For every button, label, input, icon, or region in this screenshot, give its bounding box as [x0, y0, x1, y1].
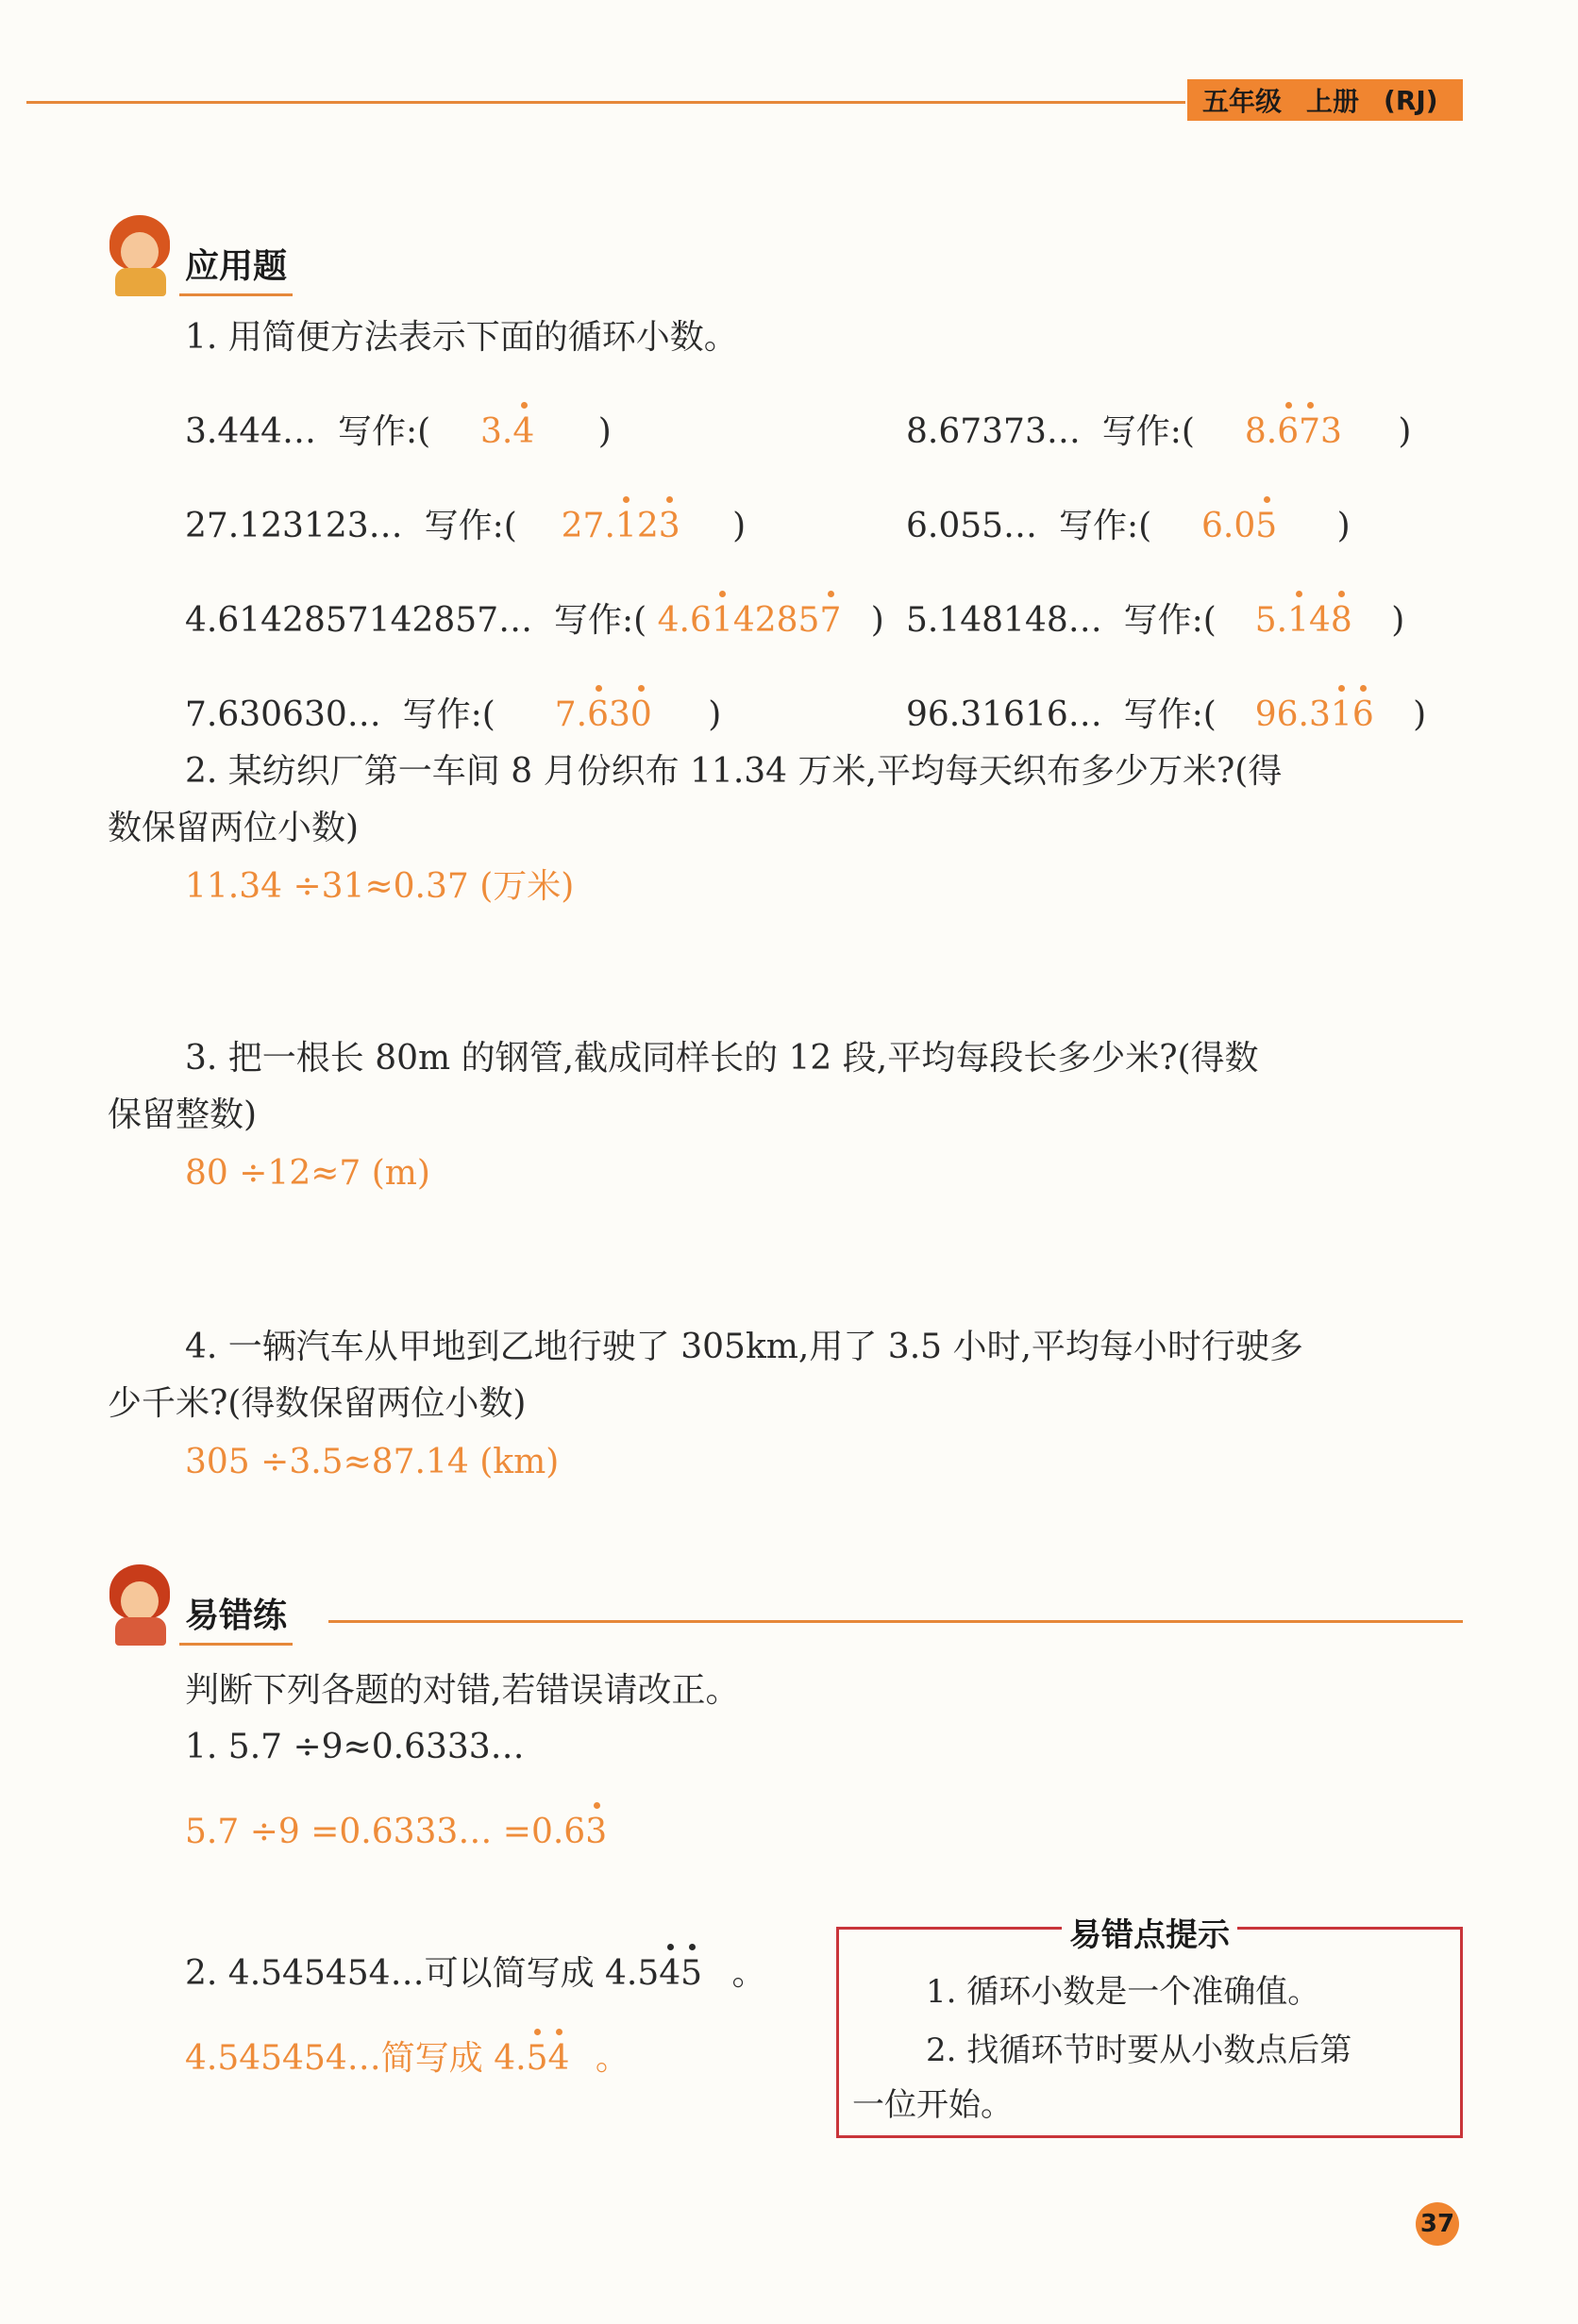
page-number: 37: [1416, 2202, 1459, 2246]
q1-prompt: 1. 用简便方法表示下面的循环小数。: [185, 318, 738, 357]
q3-line1: 3. 把一根长 80m 的钢管,截成同样长的 12 段,平均每段长多少米?(得数: [185, 1039, 1259, 1078]
q1-item: 6.055… 写作:( 6.05 ): [906, 507, 1351, 545]
section-heading-mistakes: [106, 1564, 293, 1646]
q4-line1: 4. 一辆汽车从甲地到乙地行驶了 305km,用了 3.5 小时,平均每小时行驶多: [185, 1328, 1303, 1366]
q3-line2: 保留整数): [108, 1095, 258, 1134]
e2-question: 2. 4.545454…可以简写成 4.545 。: [185, 1954, 766, 1993]
edition-label: (RJ): [1384, 84, 1438, 116]
q1-item: 8.67373… 写作:( 8.673 ): [906, 412, 1412, 451]
e1-question: 1. 5.7 ÷9≈0.6333…: [185, 1728, 525, 1766]
grade-tag: [1187, 79, 1463, 121]
section-title: 易错练: [179, 1589, 293, 1646]
q1-item: 4.6142857142857… 写作:( 4.6142857 ): [185, 601, 884, 640]
q1-item: 3.444… 写作:( 3.4 ): [185, 412, 612, 451]
volume-label: 上册: [1306, 86, 1360, 117]
e1-answer: 5.7 ÷9 =0.6333… =0.63: [185, 1813, 608, 1851]
q1-item: 7.630630… 写作:( 7.630 ): [185, 695, 722, 734]
q1-item: 27.123123… 写作:( 27.123 ): [185, 507, 747, 545]
girl-avatar-icon: [106, 1564, 172, 1646]
q4-answer: 305 ÷3.5≈87.14 (km): [185, 1443, 560, 1481]
e2-answer: 4.545454…简写成 4.54 。: [185, 2039, 630, 2078]
boy-avatar-icon: [106, 215, 172, 296]
section-title: 应用题: [179, 240, 293, 296]
q1-item: 5.148148… 写作:( 5.148 ): [906, 601, 1405, 640]
tip-line: 一位开始。: [852, 2086, 1013, 2124]
tips-box: [836, 1916, 1463, 2138]
header-rule: [26, 101, 1185, 104]
q2-line2: 数保留两位小数): [108, 809, 360, 847]
tip-line: 2. 找循环节时要从小数点后第: [926, 2031, 1352, 2069]
q2-line1: 2. 某纺织厂第一车间 8 月份织布 11.34 万米,平均每天织布多少万米?(得: [185, 752, 1283, 791]
tip-line: 1. 循环小数是一个准确值。: [926, 1973, 1320, 2011]
q2-answer: 11.34 ÷31≈0.37 (万米): [185, 867, 575, 906]
mistakes-intro: 判断下列各题的对错,若错误请改正。: [185, 1671, 740, 1710]
section-heading-application: [106, 215, 293, 296]
q1-item: 96.31616… 写作:( 96.316 ): [906, 695, 1427, 734]
section-rule: [328, 1620, 1463, 1623]
tips-title: 易错点提示: [839, 1909, 1460, 1955]
grade-label: 五年级: [1202, 86, 1283, 117]
q4-line2: 少千米?(得数保留两位小数): [108, 1384, 527, 1423]
q3-answer: 80 ÷12≈7 (m): [185, 1154, 430, 1193]
